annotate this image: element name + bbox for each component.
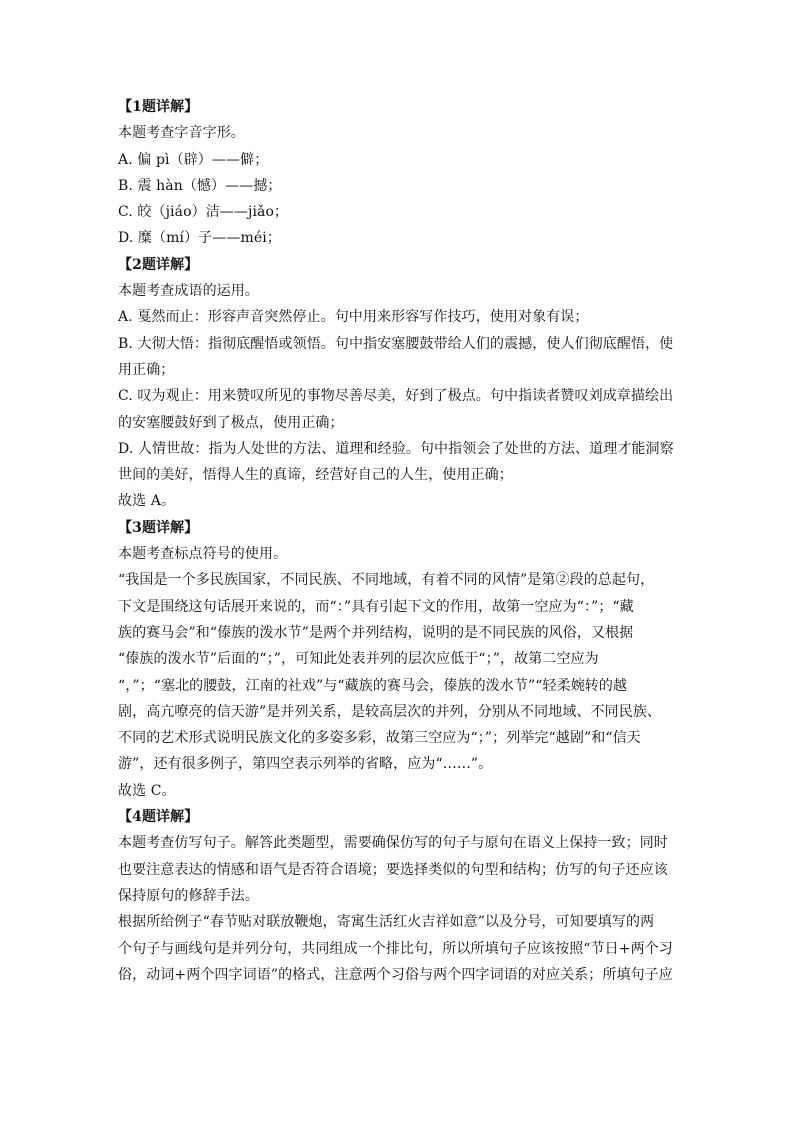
text-line: “，”；“塞北的腰鼓，江南的社戏”与“藏族的赛马会，傣族的泼水节”“轻柔婉转的越 (118, 677, 628, 694)
text-line: 用正确； (118, 361, 175, 378)
text-line: 族的赛马会”和“傣族的泼水节”是两个并列结构，说明的是不同民族的风俗，又根据 (118, 624, 634, 641)
text-line: 游”，还有很多例子，第四空表示列举的省略，应为“……”。 (118, 756, 493, 773)
text-line: 本题考查字音字形。 (118, 125, 245, 142)
text-line: 本题考查成语的运用。 (118, 283, 259, 300)
text-line: 根据所给例子“春节贴对联放鞭炮，寄寓生活红火吉祥如意”以及分号，可知要填写的两 (118, 914, 655, 931)
section-heading: 【3题详解】 (118, 519, 199, 536)
text-line: C. 叹为观止：用来赞叹所见的事物尽善尽美，好到了极点。句中指读者赞叹刘成章描绘出 (118, 388, 674, 405)
text-line: 本题考查标点符号的使用。 (118, 546, 288, 563)
text-line: D. 糜（mí）子——méi； (118, 230, 281, 247)
text-line: 剧，高亢嘹亮的信天游”是并列关系，是较高层次的并列，分别从不同地域、不同民族、 (118, 703, 662, 720)
text-line: C. 皎（jiáo）洁——jiǎo； (118, 204, 289, 221)
text-line: 的安塞腰鼓好到了极点，使用正确； (118, 414, 344, 431)
text-line: 不同的艺术形式说明民族文化的多姿多彩，故第三空应为“；”；列举完“越剧”和“信天 (118, 730, 641, 747)
answer-explanation-document (118, 94, 684, 988)
text-line: 保持原句的修辞手法。 (118, 887, 259, 904)
text-line: 故选 C。 (118, 782, 176, 799)
text-line: 也要注意表达的情感和语气是否符合语境；要选择类似的句型和结构；仿写的句子还应该 (118, 861, 668, 878)
text-line: 个句子与画线句是并列分句，共同组成一个排比句，所以所填句子应该按照“节日+两个习 (118, 940, 673, 957)
text-line: 故选 A。 (118, 493, 176, 510)
text-line: “傣族的泼水节”后面的“；”，可知此处表并列的层次应低于“；”，故第二空应为 (118, 651, 599, 668)
text-line: A. 戛然而止：形容声音突然停止。句中用来形容写作技巧，使用对象有误； (118, 309, 589, 326)
text-line: 世间的美好，悟得人生的真谛，经营好自己的人生，使用正确； (118, 467, 513, 484)
text-line: “我国是一个多民族国家，不同民族、不同地域，有着不同的风情”是第②段的总起句， (118, 572, 655, 589)
text-line: D. 人情世故：指为人处世的方法、道理和经验。句中指领会了处世的方法、道理才能洞察 (118, 440, 674, 457)
text-line: 下文是围绕这句话展开来说的，而“：”具有引起下文的作用，故第一空应为“：”；“藏 (118, 598, 634, 615)
text-line: A. 偏 pì（辟）——僻； (118, 151, 269, 168)
text-line: 俗，动词+两个四字词语”的格式，注意两个习俗与两个四字词语的对应关系；所填句子应 (118, 966, 673, 983)
text-line: B. 大彻大悟：指彻底醒悟或领悟。句中指安塞腰鼓带给人们的震撼，使人们彻底醒悟，使 (118, 335, 674, 352)
section-heading: 【4题详解】 (118, 809, 199, 826)
text-line: B. 震 hàn（憾）——撼； (118, 177, 282, 194)
section-heading: 【2题详解】 (118, 256, 199, 273)
text-line: 本题考查仿写句子。解答此类题型，需要确保仿写的句子与原句在语义上保持一致；同时 (118, 835, 668, 852)
section-heading: 【1题详解】 (118, 99, 199, 115)
